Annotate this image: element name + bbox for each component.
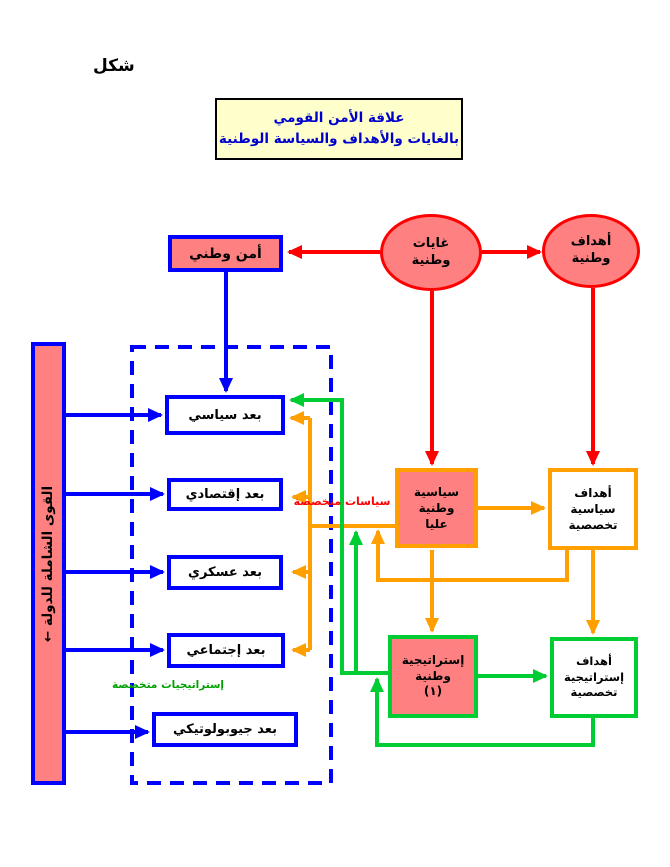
specialized-political-objectives-box: [548, 468, 638, 550]
title-line-2: بالغايات والأهداف والسياسة الوطنية: [218, 131, 460, 147]
specialized-policies-label: سياسات متخصصة: [293, 495, 391, 508]
national-objectives-ellipse: [542, 214, 640, 288]
national-objectives-line2: وطنية: [571, 251, 611, 266]
state-powers-label: القوى الشاملة للدولة ←: [40, 485, 57, 642]
national-goals-line1: غايات: [412, 235, 450, 251]
pol-obj-line3: تخصصية: [568, 518, 618, 533]
national-goals-ellipse: [380, 214, 482, 291]
supreme-national-policy-box: [395, 468, 478, 548]
state-powers-box: [31, 342, 66, 785]
national-security-box: أمن وطني: [168, 235, 283, 272]
specialized-strategies-label: إستراتيجيات متخصصة: [112, 679, 224, 691]
dimension-box-economic: بعد إقتصادي: [167, 478, 283, 511]
figure-label: شكل: [93, 56, 135, 76]
policy-line2: وطنية: [418, 500, 455, 515]
strat-obj-line2: إستراتيجية: [564, 669, 625, 684]
strat-obj-line1: أهداف: [576, 654, 612, 669]
title-box: [215, 98, 463, 160]
national-strategy-box: [388, 635, 478, 718]
dimension-box-political: بعد سياسي: [165, 395, 285, 435]
policy-line3: عليا: [425, 517, 448, 532]
title-line-1: علاقة الأمن القومي: [273, 110, 405, 127]
dimension-box-military: بعد عسكري: [167, 555, 283, 590]
pol-obj-line2: سياسية: [570, 501, 616, 516]
specialized-strategic-objectives-box: [550, 637, 638, 718]
dimension-box-geopolitical: بعد جيوبولوتيكي: [152, 712, 298, 747]
national-goals-line2: وطنية: [411, 252, 451, 268]
pol-obj-line1: أهداف: [574, 485, 612, 500]
dimension-box-social: بعد إجتماعي: [167, 633, 285, 668]
arrow-strategy-to-political-dim: [291, 400, 388, 673]
strat-obj-line3: تخصصية: [570, 685, 618, 700]
national-objectives-line1: أهداف: [570, 234, 612, 250]
strategy-line2: وطنية: [415, 668, 451, 683]
strategy-line1: إستراتيجية: [401, 653, 465, 668]
strategy-line3: (١): [423, 684, 443, 699]
policy-line1: سياسية: [413, 484, 460, 499]
